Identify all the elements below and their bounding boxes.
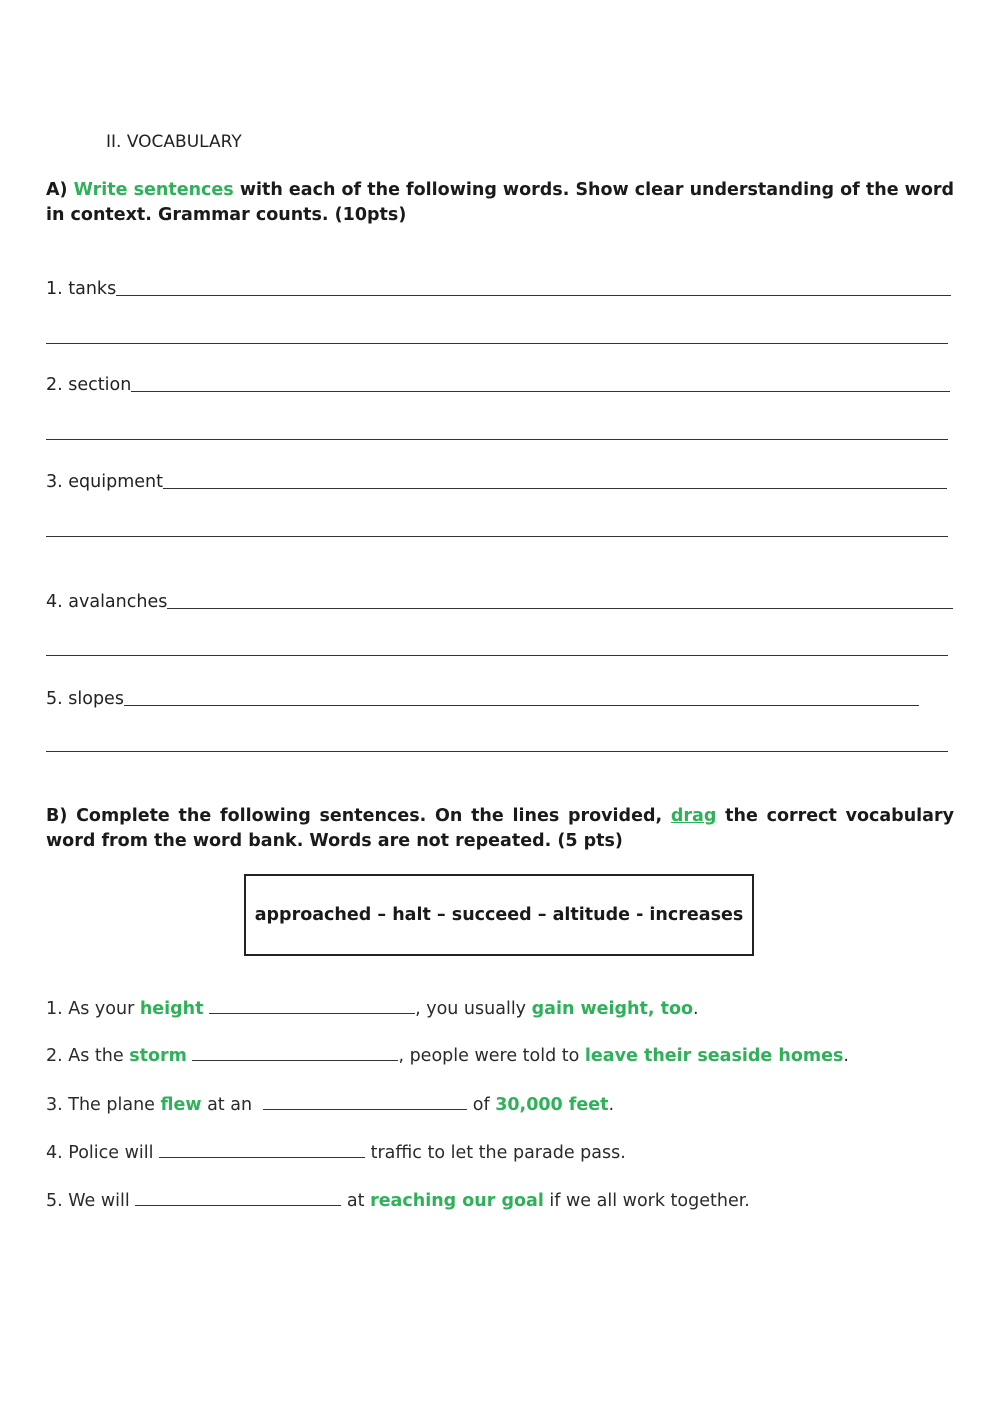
answer-line-continuation[interactable] [46, 343, 948, 344]
item-label: 5. slopes [46, 689, 124, 709]
sentence-text: . [843, 1046, 849, 1066]
part-b-instructions-text: B) Complete the following sentences. On the lines provided, [46, 806, 663, 826]
answer-line-continuation[interactable] [46, 439, 948, 440]
item-label: 1. tanks [46, 279, 117, 299]
answer-line[interactable] [163, 487, 947, 489]
sentence-text: 3. The plane [46, 1095, 161, 1115]
part-a-item-1 [46, 275, 951, 299]
sentence-highlight: height [139, 999, 204, 1019]
sentence-3 [46, 1093, 614, 1115]
part-b-instructions-text-end: the correct vocabulary word from the word bank. Words are not repeated. (5 pts) [46, 806, 955, 851]
sentence-5 [46, 1189, 750, 1211]
part-a-instructions-text: with each of the following words. Show clear understanding of the word in context. Grammar counts. (10pts) [46, 180, 955, 225]
answer-line[interactable] [167, 607, 953, 609]
word-bank-words: approached – halt – succeed – altitude - increases [254, 905, 744, 925]
drag-link[interactable]: drag [670, 806, 717, 826]
answer-blank[interactable] [135, 1189, 341, 1206]
sentence-text: , people were told to [398, 1046, 585, 1066]
answer-line[interactable] [116, 294, 951, 296]
part-a-item-3 [46, 468, 947, 492]
answer-blank[interactable] [209, 997, 415, 1014]
sentence-text: of [467, 1095, 496, 1115]
sentence-text: traffic to let the parade pass. [365, 1143, 626, 1163]
part-b-instructions [46, 804, 954, 854]
item-label: 2. section [46, 375, 132, 395]
part-a-prefix: A) [46, 180, 68, 200]
sentence-highlight: leave their seaside homes [584, 1046, 844, 1066]
answer-line-continuation[interactable] [46, 751, 948, 752]
item-label: 3. equipment [46, 472, 163, 492]
sentence-text: 2. As the [46, 1046, 130, 1066]
sentence-text: at an [201, 1095, 258, 1115]
sentence-4 [46, 1141, 626, 1163]
sentence-text: 5. We will [46, 1191, 136, 1211]
sentence-2 [46, 1044, 849, 1066]
sentence-highlight: storm [129, 1046, 187, 1066]
answer-blank[interactable] [192, 1044, 398, 1061]
sentence-text: . [693, 999, 699, 1019]
sentence-text: 1. As your [46, 999, 140, 1019]
item-label: 4. avalanches [46, 592, 168, 612]
answer-line-continuation[interactable] [46, 655, 948, 656]
part-a-item-4 [46, 588, 953, 612]
sentence-highlight: flew [160, 1095, 202, 1115]
answer-blank[interactable] [159, 1141, 365, 1158]
sentence-highlight: 30,000 feet [495, 1095, 609, 1115]
answer-blank[interactable] [263, 1093, 467, 1110]
sentence-text: , you usually [415, 999, 532, 1019]
sentence-text: 4. Police will [46, 1143, 160, 1163]
sentence-text: if we all work together. [543, 1191, 750, 1211]
part-a-highlight: Write sentences [73, 180, 234, 200]
sentence-text: . [608, 1095, 615, 1115]
section-title: II. VOCABULARY [106, 132, 242, 152]
sentence-highlight: reaching our goal [370, 1191, 544, 1211]
word-bank [244, 874, 754, 956]
part-a-item-5 [46, 685, 919, 709]
sentence-highlight: gain weight, too [531, 999, 694, 1019]
answer-line[interactable] [131, 390, 950, 392]
sentence-text: at [341, 1191, 371, 1211]
part-a-instructions [46, 178, 954, 228]
part-a-item-2 [46, 371, 950, 395]
answer-line[interactable] [124, 704, 919, 706]
sentence-1 [46, 997, 699, 1019]
answer-line-continuation[interactable] [46, 536, 948, 537]
